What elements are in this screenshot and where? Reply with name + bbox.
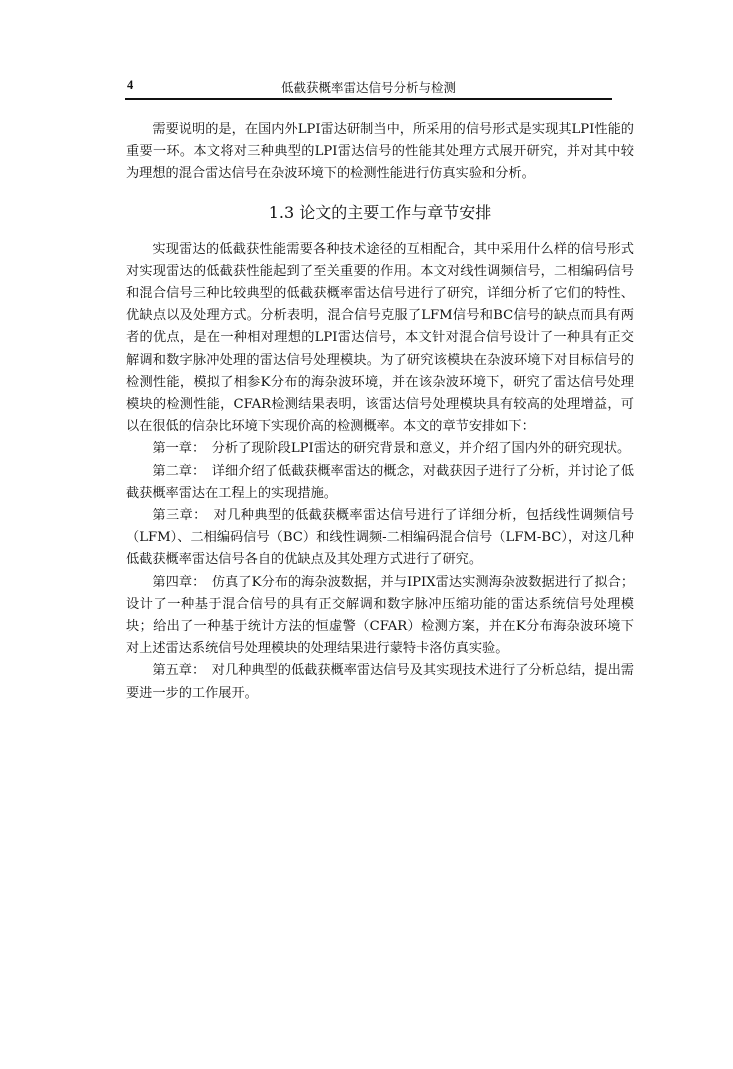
chapter-text: 分析了现阶段LPI雷达的研究背景和意义，并介绍了国内外的研究现状。 — [211, 441, 631, 457]
chapter-text: 对几种典型的低截获概率雷达信号及其实现技术进行了分析总结，提出需要进一步的工作展开。 — [126, 663, 634, 701]
chapter-item — [126, 438, 634, 460]
section-heading: 1.3 论文的主要工作与章节安排 — [268, 202, 492, 222]
chapter-label: 第二章： — [152, 463, 206, 479]
chapter-label: 第一章： — [152, 441, 206, 457]
chapter-label: 第五章： — [152, 663, 206, 679]
chapter-item — [126, 660, 634, 704]
section-paragraph: 实现雷达的低截获性能需要各种技术途径的互相配合，其中采用什么样的信号形式对实现雷达的低截获性能起到了至关重要的作用。本文对线性调频信号，二相编码信号和混合信号三种比较典型的低截获概率雷达信号进行了研究，详细分析了它们的特性、优缺点以及处理方式。分析表明，混合信号克服了LFM信号和BC信号的缺点而具有两者的优点，是在一种相对理想的LPI雷达信号，本文针对混合信号设计了一种具有正交解调和数字脉冲处理的雷达信号处理模块。为了研究该模块在杂波环境下对目标信号的检测性能，模拟了相参K分布的海杂波环境，并在该杂波环境下，研究了雷达信号处理模块的检测性能，CFAR检测结果表明，该雷达信号处理模块具有较高的处理增益，可以在很低的信杂比环境下实现价高的检测概率。本文的章节安排如下： — [126, 241, 634, 435]
chapter-text: 仿真了K分布的海杂波数据，并与IPIX雷达实测海杂波数据进行了拟合；设计了一种基于混合信号的具有正交解调和数字脉冲压缩功能的雷达系统信号处理模块；给出了一种基于统计方法的恒虚警（CFAR）检测方案，并在K分布海杂波环境下对上述雷达系统信号处理模块的处理结果进行蒙特卡洛仿真实验。 — [126, 574, 635, 657]
chapter-item — [126, 505, 634, 572]
intro-paragraph: 需要说明的是，在国内外LPI雷达研制当中，所采用的信号形式是实现其LPI性能的重要一环。本文将对三种典型的LPI雷达信号的性能其处理方式展开研究，并对其中较为理想的混合雷达信号在杂波环境下的检测性能进行仿真实验和分析。 — [126, 122, 634, 182]
chapter-label: 第三章： — [152, 508, 207, 524]
running-title: 低截获概率雷达信号分析与检测 — [280, 80, 456, 95]
chapter-text: 详细介绍了低截获概率雷达的概念，对截获因子进行了分析，并讨论了低截获概率雷达在工程上的实现措施。 — [126, 463, 634, 501]
chapter-item — [126, 572, 634, 661]
chapter-item — [126, 461, 634, 505]
chapter-text: 对几种典型的低截获概率雷达信号进行了详细分析，包括线性调频信号（LFM）、二相编码信号（BC）和线性调频-二相编码混合信号（LFM-BC），对这几种低截获概率雷达信号各自的优缺点及其处理方式进行了研究。 — [126, 508, 635, 568]
chapter-label: 第四章： — [152, 574, 206, 590]
page-number: 4 — [127, 78, 134, 92]
body-text — [126, 119, 634, 705]
running-header — [125, 76, 612, 100]
